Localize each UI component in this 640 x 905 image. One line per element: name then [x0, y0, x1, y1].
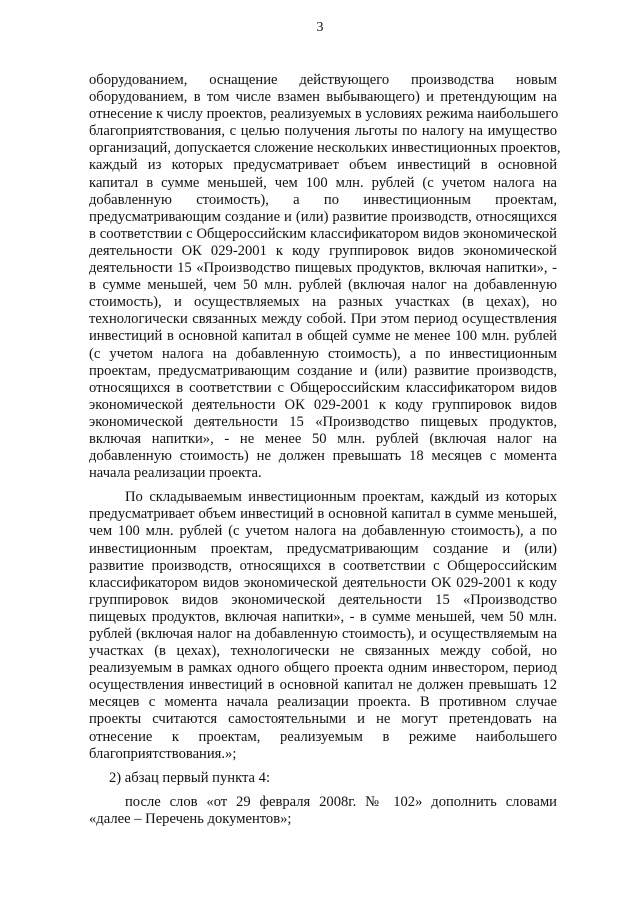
text-line: начала реализации проекта.: [89, 465, 262, 482]
text-line: По складываемым инвестиционным проектам, каждый из которых: [125, 489, 557, 506]
text-line: «далее – Перечень документов»;: [89, 810, 292, 827]
text-line: группировок видов экономической деятельности 15 «Производство: [89, 591, 557, 608]
text-line: (с учетом налога на добавленную стоимость), а по инвестиционным: [89, 345, 557, 362]
text-line: инвестиций в основной капитал в общей сумме не менее 100 млн. рублей: [89, 328, 557, 345]
text-line: оборудованием, в том числе взамен выбывающего) и претендующим на: [89, 89, 557, 106]
text-line: отнесение к числу проектов, реализуемых в условиях режима наибольшего: [89, 106, 559, 123]
text-line: осуществления инвестиций в основной капитал не должен превышать 12: [89, 677, 557, 694]
text-line: чем 100 млн. рублей (с учетом налога на добавленную стоимость), а по: [89, 523, 557, 540]
text-line: рублей (включая налог на добавленную стоимость), и осуществляемым на: [89, 626, 557, 642]
text-line: включая напитки», - не менее 50 млн. рублей (включая налог на: [89, 430, 557, 447]
paragraph-3: 2) абзац первый пункта 4:: [109, 769, 270, 786]
text-line: капитал в сумме меньшей, чем 100 млн. рублей (с учетом налога на: [89, 174, 557, 191]
text-line: добавленную стоимость) не должен превышать 18 месяцев с момента: [89, 448, 557, 465]
text-line: экономической деятельности 15 «Производство пищевых продуктов,: [89, 413, 557, 430]
paragraph-2: [89, 489, 557, 763]
text-line: месяцев с момента начала реализации проекта. В противном случае: [89, 694, 557, 711]
text-line: экономической деятельности ОК 029-2001 к коду группировок видов: [89, 396, 557, 413]
text-line: после слов «от 29 февраля 2008г. № 102» дополнить словами: [125, 793, 557, 810]
text-line: относящихся в соответствии с Общероссийским классификатором видов: [89, 379, 557, 396]
text-line: деятельности ОК 029-2001 к коду группировок видов экономической: [89, 242, 557, 259]
text-line: деятельности 15 «Производство пищевых продуктов, включая напитки», -: [89, 260, 557, 277]
text-line: в сумме меньшей, чем 50 млн. рублей (включая налог на добавленную: [89, 277, 557, 294]
text-line: оборудованием, оснащение действующего производства новым: [89, 72, 557, 88]
paragraph-4: [89, 794, 557, 828]
text-line: стоимость), и осуществляемых на разных участках (в цехах), но: [89, 294, 557, 311]
text-line: благоприятствования, с целью получения льготы по налогу на имущество: [89, 123, 557, 140]
text-line: добавленную стоимость), а по инвестиционным проектам,: [89, 191, 557, 208]
document-body: [89, 72, 561, 828]
text-line: отнесение к проектам, реализуемым в режиме наибольшего: [89, 728, 557, 745]
text-line: инвестиционным проектам, предусматривающим создание и (или): [89, 540, 557, 557]
paragraph-1: [89, 72, 561, 482]
text-line: в соответствии с Общероссийским классификатором видов экономической: [89, 225, 557, 242]
text-line: предусматривает объем инвестиций в основной капитал в сумме меньшей,: [89, 506, 557, 523]
text-line: предусматривающим создание и (или) развитие производств, относящихся: [89, 208, 557, 225]
page-number: 3: [316, 20, 324, 35]
text-line: реализуемым в рамках одного общего проекта одним инвестором, период: [89, 660, 557, 677]
text-line: развитие производств, относящихся в соответствии с Общероссийским: [89, 557, 557, 574]
text-line: пищевых продуктов, включая напитки», - в сумме меньшей, чем 50 млн.: [89, 608, 557, 625]
text-line: проектам, предусматривающим создание и (или) развитие производств,: [89, 362, 557, 379]
text-line: технологически связанных между собой. При этом период осуществления: [89, 311, 557, 328]
text-line: участках (в цехах), технологически не связанных между собой, но: [89, 643, 557, 660]
text-line: классификатором видов экономической деятельности ОК 029-2001 к коду: [89, 574, 557, 591]
text-line: проекты считаются самостоятельными и не могут претендовать на: [89, 711, 557, 728]
text-line: благоприятствования.»;: [89, 745, 237, 762]
text-line: организаций, допускается сложение нескольких инвестиционных проектов,: [89, 140, 561, 157]
text-line: каждый из которых предусматривает объем инвестиций в основной: [89, 157, 557, 174]
